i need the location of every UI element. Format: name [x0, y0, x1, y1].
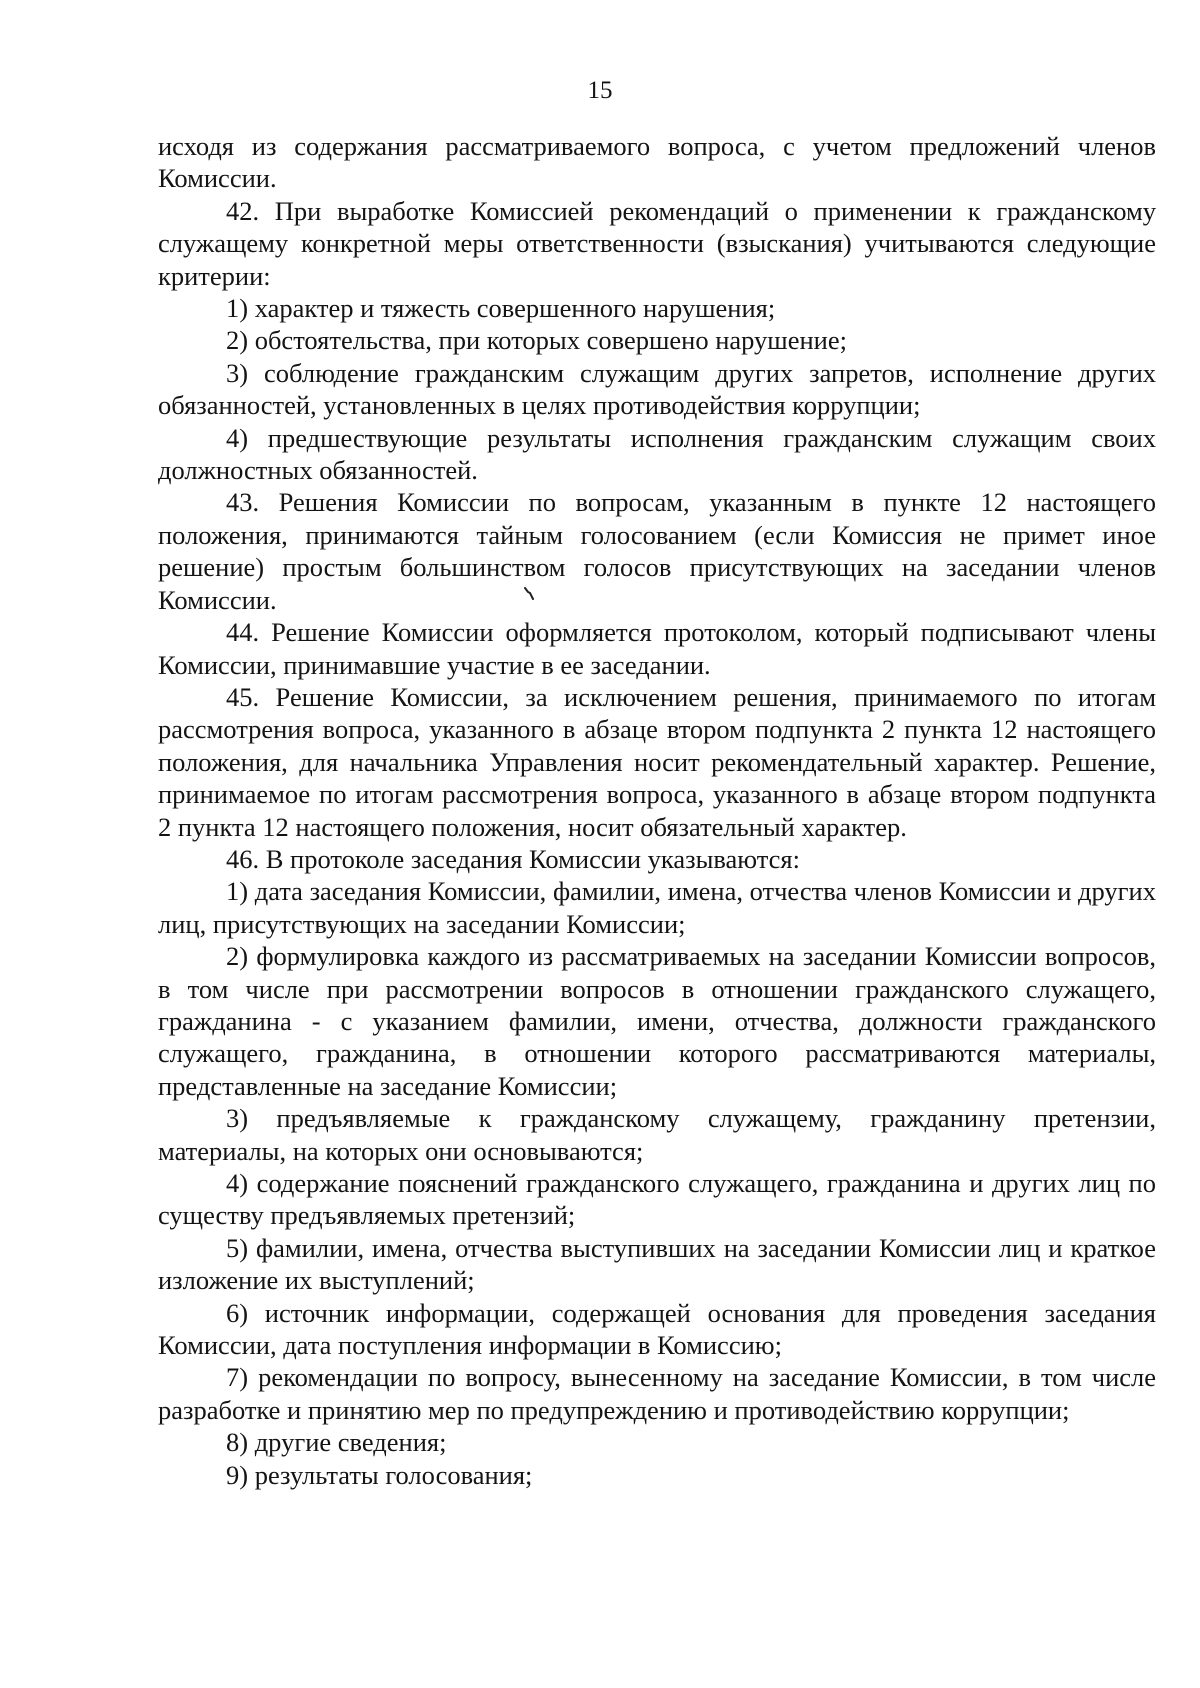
protocol-item-8: 8) другие сведения; — [226, 1427, 447, 1458]
document-body — [158, 130, 1156, 1491]
criterion-4: 4) предшествующие результаты исполнения гражданским служащим своих должностных обязанностей. — [158, 422, 1156, 486]
pen-mark — [524, 587, 536, 601]
paragraph-item-46: 46. В протоколе заседания Комиссии указываются: — [226, 843, 800, 874]
protocol-item-4: 4) содержание пояснений гражданского служащего, гражданина и других лиц по существу предъявляемых претензий; — [158, 1168, 1156, 1231]
protocol-item-2: 2) формулировка каждого из рассматриваемых на заседании Комиссии вопросов, в том числе при рассмотрении вопросов в отношении гражданского служащего, гражданина - с указанием фамилии, имени, отчества, должности гражданского служащего, гражданина, в отношении которого рассматриваются материалы, представленные на заседание Комиссии; — [158, 941, 1156, 1101]
paragraph-item-42: 42. При выработке Комиссией рекомендаций о применении к гражданскому служащему конкретной меры ответственности (взыскания) учитываются следующие критерии: — [158, 195, 1156, 291]
protocol-item-7: 7) рекомендации по вопросу, вынесенному на заседание Комиссии, в том числе разработке и принятию мер по предупреждению и противодействию коррупции; — [158, 1362, 1156, 1425]
paragraph-item-43: 43. Решения Комиссии по вопросам, указанным в пункте 12 настоящего положения, принимаются тайным голосованием (если Комиссия не примет иное решение) простым большинством голосов присутствующих на заседании членов Комиссии. — [158, 487, 1156, 615]
criterion-3: 3) соблюдение гражданским служащим других запретов, исполнение других обязанностей, установленных в целях противодействия коррупции; — [158, 357, 1156, 421]
criterion-1: 1) характер и тяжесть совершенного нарушения; — [226, 293, 776, 324]
page-number: 15 — [587, 77, 613, 104]
protocol-item-1: 1) дата заседания Комиссии, фамилии, имена, отчества членов Комиссии и других лиц, присутствующих на заседании Комиссии; — [158, 876, 1156, 939]
paragraph-item-44: 44. Решение Комиссии оформляется протоколом, который подписывают члены Комиссии, принимавшие участие в ее заседании. — [158, 617, 1156, 680]
paragraph-continuation: исходя из содержания рассматриваемого вопроса, с учетом предложений членов Комиссии. — [158, 131, 1156, 194]
criterion-2: 2) обстоятельства, при которых совершено нарушение; — [226, 325, 847, 356]
protocol-item-9: 9) результаты голосования; — [226, 1459, 533, 1490]
protocol-item-6: 6) источник информации, содержащей основания для проведения заседания Комиссии, дата поступления информации в Комиссию; — [158, 1297, 1156, 1361]
protocol-item-5: 5) фамилии, имена, отчества выступивших на заседании Комиссии лиц и краткое изложение их выступлений; — [158, 1232, 1156, 1296]
paragraph-item-45: 45. Решение Комиссии, за исключением решения, принимаемого по итогам рассмотрения вопроса, указанного в абзаце втором подпункта 2 пункта 12 настоящего положения, для начальника Управления носит рекомендательный характер. Решение, принимаемое по итогам рассмотрения вопроса, указанного в абзаце втором подпункта 2 пункта 12 настоящего положения, носит обязательный характер. — [158, 681, 1156, 842]
protocol-item-3: 3) предъявляемые к гражданскому служащему, гражданину претензии, материалы, на которых они основываются; — [158, 1103, 1156, 1166]
